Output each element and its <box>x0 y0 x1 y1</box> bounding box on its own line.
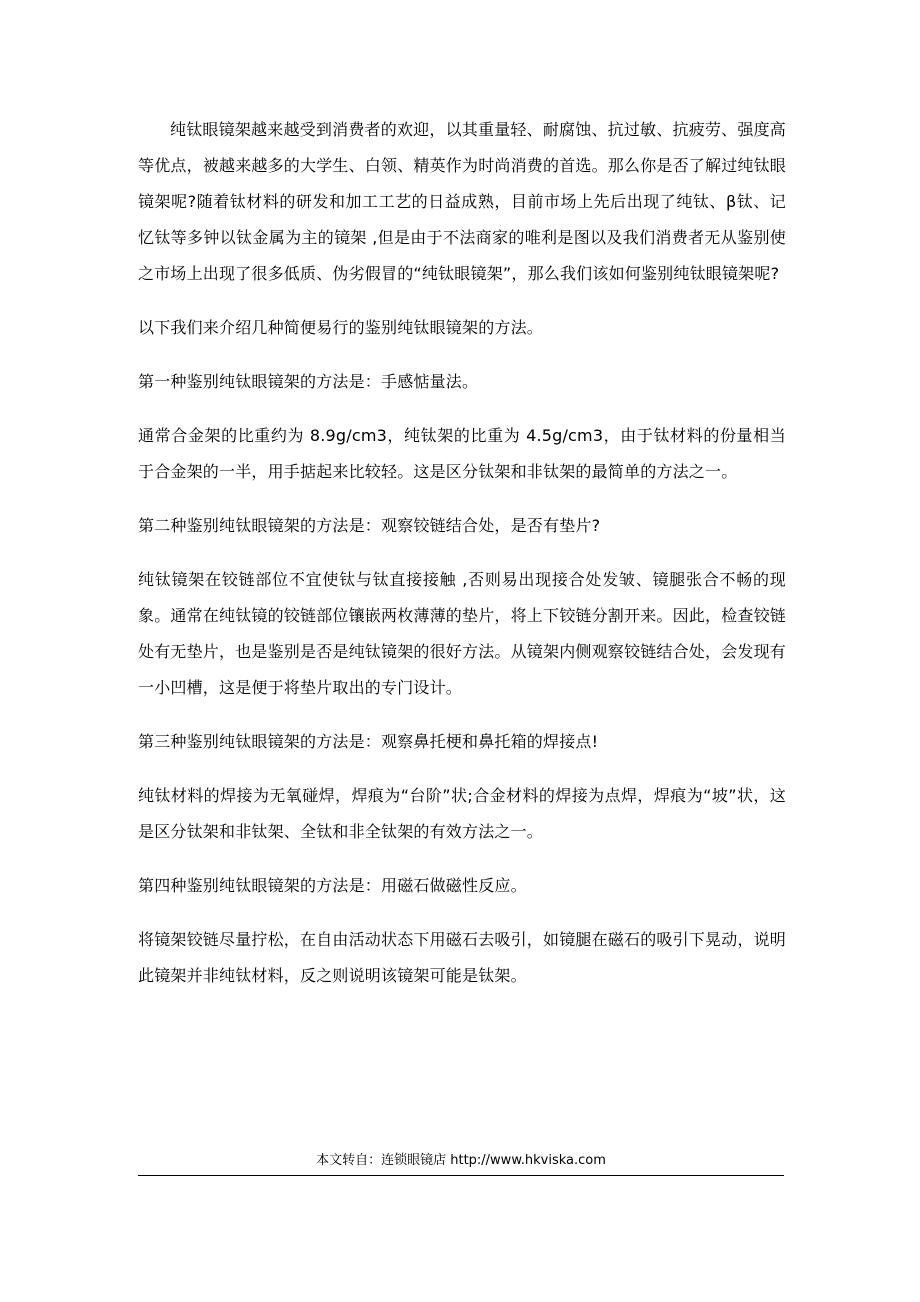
article-body <box>138 112 786 1012</box>
method-1-body: 通常合金架的比重约为 8.9g/cm3，纯钛架的比重为 4.5g/cm3，由于钛材料的份量相当于合金架的一半，用手掂起来比较轻。这是区分钛架和非钛架的最简单的方法之一。 <box>138 426 786 481</box>
method-2-body: 纯钛镜架在铰链部位不宜使钛与钛直接接触 ,否则易出现接合处发皱、镜腿张合不畅的现象。通常在纯钛镜的铰链部位镶嵌两枚薄薄的垫片，将上下铰链分割开来。因此，检查铰链处有无垫片，也是鉴别是否是纯钛镜架的很好方法。从镜架内侧观察铰链结合处，会发现有一小凹槽，这是便于将垫片取出的专门设计。 <box>138 570 787 697</box>
method-3-body: 纯钛材料的焊接为无氧碰焊，焊痕为“台阶”状;合金材料的焊接为点焊，焊痕为“坡”状，这是区分钛架和非钛架、全钛和非全钛架的有效方法之一。 <box>138 786 786 841</box>
method-2-heading: 第二种鉴别纯钛眼镜架的方法是：观察铰链结合处，是否有垫片? <box>138 516 601 535</box>
method-1-heading: 第一种鉴别纯钛眼镜架的方法是：手感惦量法。 <box>138 372 479 391</box>
method-4-heading: 第四种鉴别纯钛眼镜架的方法是：用磁石做磁性反应。 <box>138 876 527 895</box>
methods-intro-paragraph: 以下我们来介绍几种简便易行的鉴别纯钛眼镜架的方法。 <box>138 318 544 337</box>
page-footer-source: 本文转自：连锁眼镜店 http://www.hkviska.com <box>316 1153 606 1168</box>
footer-divider <box>138 1175 784 1176</box>
method-4-body: 将镜架铰链尽量拧松，在自由活动状态下用磁石去吸引，如镜腿在磁石的吸引下晃动，说明此镜架并非纯钛材料，反之则说明该镜架可能是钛架。 <box>138 930 787 985</box>
intro-paragraph: 纯钛眼镜架越来越受到消费者的欢迎，以其重量轻、耐腐蚀、抗过敏、抗疲劳、强度高等优点，被越来越多的大学生、白领、精英作为时尚消费的首选。那么你是否了解过纯钛眼镜架呢?随着钛材料的研发和加工工艺的日益成熟，目前市场上先后出现了纯钛、β钛、记忆钛等多钟以钛金属为主的镜架 ,但是由于不法商家的唯利是图以及我们消费者无从鉴别使之市场上出现了很多低质、伪劣假冒的“纯钛眼镜架”，那么我们该如何鉴别纯钛眼镜架呢? <box>138 120 787 283</box>
method-3-heading: 第三种鉴别纯钛眼镜架的方法是：观察鼻托梗和鼻托箱的焊接点! <box>138 732 599 751</box>
